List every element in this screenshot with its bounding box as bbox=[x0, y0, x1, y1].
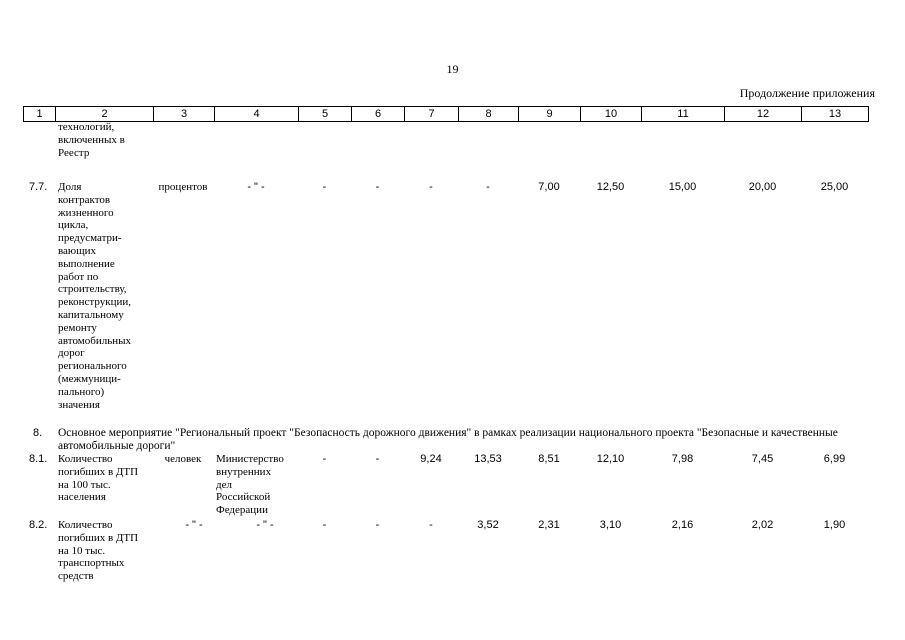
row-number: 8.1. bbox=[29, 453, 48, 465]
unit: - " - bbox=[185, 519, 203, 531]
unit: человек bbox=[164, 453, 202, 465]
value-cell: - bbox=[429, 519, 433, 531]
responsible-org: - " - bbox=[247, 181, 265, 193]
value-cell: 3,10 bbox=[599, 519, 622, 531]
column-number: 7 bbox=[405, 107, 459, 122]
column-number-row bbox=[24, 107, 869, 122]
column-number: 6 bbox=[352, 107, 405, 122]
value-cell: 20,00 bbox=[748, 181, 777, 193]
row-number: 7.7. bbox=[29, 181, 48, 193]
value-cell: - bbox=[322, 181, 327, 193]
value-cell: - bbox=[322, 453, 327, 465]
value-cell: 8,51 bbox=[538, 453, 560, 465]
value-cell: 15,00 bbox=[668, 181, 697, 193]
column-number: 8 bbox=[459, 107, 519, 122]
table-row bbox=[23, 453, 868, 519]
column-header-table bbox=[23, 106, 869, 122]
column-number: 4 bbox=[215, 107, 299, 122]
value-cell: 7,98 bbox=[671, 453, 694, 465]
section-title: Основное мероприятие "Региональный проект "Безопасность дорожного движения" в рамках реализации национального проекта "Безопасные и качественные автомобильные дороги" bbox=[58, 427, 838, 452]
indicator-name: технологий, включенных в Реестр bbox=[58, 121, 125, 159]
table-row bbox=[23, 121, 868, 181]
value-cell: 9,24 bbox=[420, 453, 442, 465]
responsible-org: - " - bbox=[256, 519, 274, 531]
value-cell: - bbox=[486, 181, 490, 193]
table-row bbox=[23, 427, 868, 453]
responsible-org: Министерство внутренних дел Российской Федерации bbox=[216, 453, 284, 517]
indicator-name: Количество погибших в ДТП на 10 тыс. транспортных средств bbox=[58, 519, 139, 583]
value-cell: 12,10 bbox=[596, 453, 625, 465]
table-row bbox=[23, 181, 868, 427]
value-cell: - bbox=[375, 453, 380, 465]
value-cell: 12,50 bbox=[596, 181, 625, 193]
column-number: 9 bbox=[519, 107, 581, 122]
unit: процентов bbox=[158, 181, 208, 193]
column-number: 10 bbox=[581, 107, 642, 122]
value-cell: 2,31 bbox=[538, 519, 560, 531]
value-cell: 2,02 bbox=[751, 519, 774, 531]
table-row bbox=[23, 519, 868, 585]
column-number: 3 bbox=[154, 107, 215, 122]
value-cell: 13,53 bbox=[474, 453, 502, 465]
value-cell: - bbox=[322, 519, 327, 531]
indicator-name: Количество погибших в ДТП на 100 тыс. населения bbox=[58, 453, 139, 504]
value-cell: 2,16 bbox=[671, 519, 694, 531]
column-number: 13 bbox=[802, 107, 869, 122]
indicator-name: Доля контрактов жизненного цикла, предусматри- вающих выполнение работ по строительству, реконструкции, капитальному ремонту автомобильных дорог регионального (межмуници- пального) значения bbox=[58, 181, 131, 411]
column-number: 2 bbox=[56, 107, 154, 122]
value-cell: 1,90 bbox=[823, 519, 846, 531]
value-cell: 7,45 bbox=[751, 453, 774, 465]
value-cell: 3,52 bbox=[477, 519, 499, 531]
row-number: 8. bbox=[33, 427, 43, 439]
value-cell: - bbox=[375, 181, 380, 193]
page-number: 19 bbox=[446, 62, 459, 76]
column-number: 5 bbox=[299, 107, 352, 122]
value-cell: 6,99 bbox=[823, 453, 846, 465]
row-number: 8.2. bbox=[29, 519, 48, 531]
value-cell: - bbox=[429, 181, 433, 193]
value-cell: - bbox=[375, 519, 380, 531]
continuation-label: Продолжение приложения bbox=[739, 86, 875, 100]
column-number: 11 bbox=[642, 107, 725, 122]
value-cell: 25,00 bbox=[820, 181, 849, 193]
value-cell: 7,00 bbox=[538, 181, 560, 193]
column-number: 12 bbox=[725, 107, 802, 122]
table-body bbox=[23, 121, 868, 585]
column-number: 1 bbox=[24, 107, 56, 122]
